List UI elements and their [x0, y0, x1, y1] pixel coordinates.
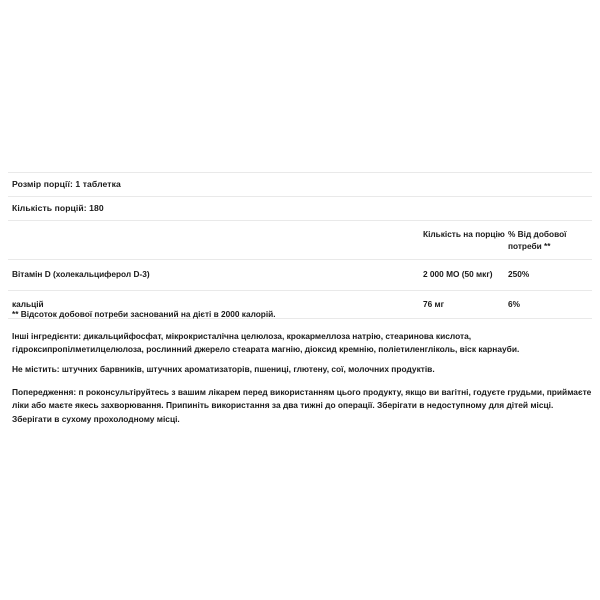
serving-size-label: Розмір порції: 1 таблетка [8, 173, 592, 197]
other-ingredients-paragraph: Інші інгредієнти: дикальцийфосфат, мікрокристалічна целюлоза, крокармеллоза натрію, стеаринова кислота, гідроксипропілметилцелюлоза, рослинний джерело стеарата магнію, діоксид кремнію, поліетиленгліколь, віск карнауби. [12, 331, 520, 355]
nutrient-name: Вітамін D (холекальциферол D-3) [8, 260, 423, 291]
column-header-name [8, 221, 423, 260]
supplement-facts-table [8, 172, 592, 319]
daily-value-footnote: ** Відсоток добової потреби заснований на дієті в 2000 калорій. [12, 309, 276, 319]
table-row [8, 260, 592, 291]
warning-paragraph: Попередження: п роконсультіруйтесь з вашим лікарем перед використанням цього продукту, якщо ви вагітні, годуєте грудьми, приймаєте ліки або маєте якесь захворювання. Припиніть використання за два тижні до операції. Зберігати в недоступному для дітей місці. Зберігати в сухому прохолодному місці. [12, 387, 592, 424]
column-header-amount-per-serving: Кількість на порцію [423, 221, 508, 260]
free-from-paragraph: Не містить: штучних барвників, штучних ароматизаторів, пшениці, глютену, сої, молочних продуктів. [12, 364, 435, 374]
nutrient-name: кальцій [8, 290, 423, 319]
nutrient-amount: 76 мг [423, 290, 508, 319]
nutrient-daily-value: 6% [508, 290, 592, 319]
nutrient-daily-value: 250% [508, 260, 592, 291]
column-header-daily-value: % Від добової потреби ** [508, 221, 592, 260]
servings-per-container-row [8, 197, 592, 221]
serving-size-row [8, 173, 592, 197]
table-header-row [8, 221, 592, 260]
nutrient-amount: 2 000 МО (50 мкг) [423, 260, 508, 291]
servings-per-container-label: Кількість порцій: 180 [8, 197, 592, 221]
